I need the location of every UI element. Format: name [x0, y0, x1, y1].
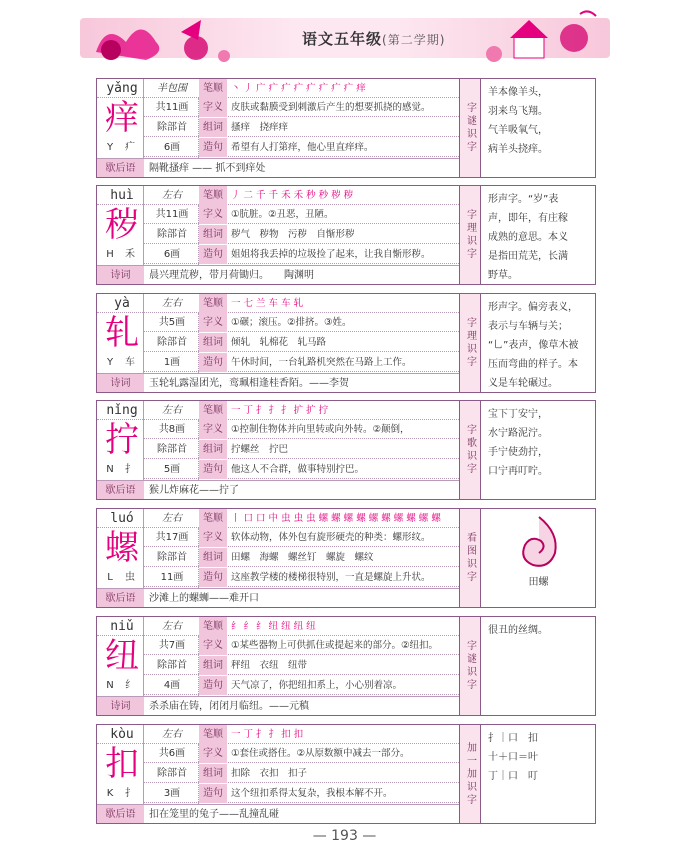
sentence-label: 造句 — [199, 245, 227, 264]
meaning: 皮肤或黏膜受到刺激后产生的想要抓挠的感觉。 — [231, 102, 431, 113]
sentence: 天气凉了，你把纽扣系上，小心别着凉。 — [231, 680, 403, 691]
words-row — [144, 764, 459, 783]
bottom-row — [97, 804, 459, 823]
page-title — [302, 28, 445, 49]
aside-line: “乚”表声，像草木被 — [488, 340, 579, 351]
radical-cell — [100, 138, 144, 157]
radical-letter: Y — [106, 357, 114, 368]
stroke-order: 一 七 兰 车 车 轧 — [231, 298, 304, 309]
radical-letter: N — [106, 464, 114, 475]
radical: 车 — [125, 357, 135, 368]
words: 秽气 秽物 污秽 自惭形秽 — [231, 229, 355, 240]
words-label: 组词 — [199, 333, 227, 352]
aside-line: 很丑的丝绸。 — [488, 625, 548, 636]
stroke-label: 笔顺 — [199, 186, 227, 205]
words: 倾轧 轧棉花 轧马路 — [231, 337, 327, 348]
bottom-text: 沙滩上的螺蛳——难开口 — [149, 593, 259, 604]
stroke-count: 共17画 — [155, 532, 189, 543]
aside-line: 声，即年，有庄稼 — [488, 213, 568, 224]
stroke-order: 丶 丿 广 疒 疒 疒 疒 疒 疒 疒 痒 — [231, 83, 366, 94]
radical: 扌 — [125, 464, 135, 475]
structure: 左右 — [162, 298, 182, 309]
structure: 左右 — [162, 405, 182, 416]
words: 搔痒 挠痒痒 — [231, 122, 289, 133]
sentence: 他这人不合群，做事特别拧巴。 — [231, 464, 365, 475]
stroke-count: 共5画 — [158, 317, 186, 328]
snail-shell-icon — [509, 513, 569, 573]
meaning-row — [144, 313, 459, 332]
character-entry — [96, 616, 596, 716]
meaning-label: 字义 — [199, 420, 227, 439]
aside-line: 宝下丁安宁， — [488, 409, 548, 420]
words-label: 组词 — [199, 764, 227, 783]
aside-line: 是指田荒芜，长满 — [488, 251, 568, 262]
aside-line: 羊本像羊头， — [488, 87, 548, 98]
structure: 左右 — [162, 513, 182, 524]
bottom-tag: 诗词 — [97, 697, 144, 715]
stroke-order: 丿 二 千 千 禾 禾 秒 秒 秽 秽 — [231, 190, 354, 201]
stroke-row — [97, 294, 459, 313]
main-character: 痒 — [105, 98, 139, 138]
aside-line: 气羊吸氧气， — [488, 125, 548, 136]
radical-cell — [100, 353, 144, 372]
bottom-row — [97, 158, 459, 177]
main-character: 轧 — [105, 313, 139, 353]
stroke-count: 共6画 — [158, 748, 186, 759]
aside-line: 表示与车辆与关； — [488, 321, 568, 332]
meaning-label: 字义 — [199, 528, 227, 547]
stroke-count: 共11画 — [155, 209, 189, 220]
learning-method: 字理识字 — [459, 294, 481, 392]
bottom-text: 晨兴理荒秽，带月荷锄归。 陶渊明 — [149, 270, 314, 281]
main-character: 秽 — [105, 205, 139, 245]
page-number: — 193 — — [312, 828, 377, 844]
words-label: 组词 — [199, 225, 227, 244]
bottom-tag: 诗词 — [97, 374, 144, 392]
bottom-row — [97, 373, 459, 392]
subtitle-text: (第二学期) — [382, 33, 446, 47]
meaning: ①碾；滚压。②排挤。③姓。 — [231, 317, 352, 328]
stroke-count: 共8画 — [158, 424, 186, 435]
main-character: 拧 — [105, 420, 139, 460]
sentence: 姐姐将我丢掉的垃圾捡了起来，让我自惭形秽。 — [231, 249, 431, 260]
structure: 左右 — [162, 621, 182, 632]
bottom-text: 扣在笼里的兔子——乱撞乱碰 — [149, 809, 279, 820]
bottom-tag: 歇后语 — [97, 805, 144, 823]
flower-decoration-icon — [86, 12, 236, 68]
learning-method: 字歌识字 — [459, 401, 481, 499]
radical-cell — [100, 676, 144, 695]
bottom-tag: 歇后语 — [97, 159, 144, 177]
meaning: 软体动物，体外包有旋形硬壳的种类：螺形纹。 — [231, 532, 431, 543]
bottom-text: 玉轮轧露湿团光，鸾珮相逢桂香陌。——李贺 — [149, 378, 349, 389]
meaning: ①控制住物体并向里转或向外转。②颠倒， — [231, 424, 410, 435]
sentence-row — [144, 676, 459, 695]
sentence: 希望有人打第痒，他心里直痒痒。 — [231, 142, 374, 153]
meaning-row — [144, 744, 459, 763]
remaining-strokes: 3画 — [163, 788, 181, 799]
bottom-row — [97, 588, 459, 607]
aside-line: 丁｜口 叮 — [488, 771, 538, 782]
words-row — [144, 225, 459, 244]
structure: 半包围 — [157, 83, 187, 94]
radical-letter: H — [106, 249, 114, 260]
aside-notes — [482, 294, 595, 397]
words: 田螺 海螺 螺丝钉 螺旋 螺纹 — [231, 552, 374, 563]
aside-line: 病羊头挠痒。 — [488, 144, 548, 155]
sentence-label: 造句 — [199, 460, 227, 479]
sentence: 这座教学楼的楼梯很特别，一直是螺旋上升状。 — [231, 572, 431, 583]
aside-notes — [482, 401, 595, 485]
sentence-row — [144, 568, 459, 587]
sentence-row — [144, 245, 459, 264]
radical-name: 除部首 — [157, 660, 187, 671]
stroke-order: 纟 纟 纟 纽 纽 纽 纽 — [231, 621, 316, 632]
remaining-strokes: 1画 — [163, 357, 181, 368]
sentence-label: 造句 — [199, 784, 227, 803]
stroke-label: 笔顺 — [199, 401, 227, 420]
bottom-row — [97, 265, 459, 284]
aside-line: 形声字。“岁”表 — [488, 194, 559, 205]
bottom-text: 隔靴搔痒 —— 抓不到痒处 — [149, 163, 266, 174]
stroke-count: 共7画 — [158, 640, 186, 651]
page-header — [80, 8, 610, 72]
radical: 扌 — [125, 788, 135, 799]
learning-method: 字谜识字 — [459, 617, 481, 715]
aside-line: 田螺 — [528, 577, 549, 588]
aside-line: 义是车轮碾过。 — [488, 378, 558, 389]
stroke-row — [97, 725, 459, 744]
meaning-label: 字义 — [199, 744, 227, 763]
radical-letter: K — [106, 788, 114, 799]
words: 拧螺丝 拧巴 — [231, 444, 289, 455]
radical-name: 除部首 — [157, 444, 187, 455]
sentence-label: 造句 — [199, 568, 227, 587]
bottom-text: 猴儿炸麻花——拧了 — [149, 485, 239, 496]
remaining-strokes: 6画 — [163, 142, 181, 153]
stroke-row — [97, 401, 459, 420]
aside-notes — [482, 725, 595, 790]
bottom-tag: 歇后语 — [97, 481, 144, 499]
words-row — [144, 548, 459, 567]
pinyin: nǐng — [106, 403, 138, 418]
aside-notes — [482, 79, 595, 163]
title-text: 语文五年级 — [302, 30, 383, 48]
meaning-label: 字义 — [199, 636, 227, 655]
stroke-order: 丨 口 口 中 虫 虫 虫 螺 螺 螺 螺 螺 螺 螺 螺 螺 螺 — [231, 513, 441, 524]
radical-name: 除部首 — [157, 337, 187, 348]
aside-line: 压而弯曲的样子。本 — [488, 359, 578, 370]
words: 扣除 衣扣 扣子 — [231, 768, 308, 779]
words-row — [144, 656, 459, 675]
words-row — [144, 440, 459, 459]
words-row — [144, 333, 459, 352]
aside-line: 成熟的意思。本义 — [488, 232, 568, 243]
radical-name: 除部首 — [157, 768, 187, 779]
radical: 虫 — [125, 572, 135, 583]
stroke-count: 共11画 — [155, 102, 189, 113]
radical: 纟 — [125, 680, 135, 691]
radical-name: 除部首 — [157, 552, 187, 563]
bottom-text: 杀杀庙在铸，闭闭月临纽。——元稹 — [149, 701, 309, 712]
character-entry — [96, 724, 596, 824]
aside-notes — [482, 186, 595, 289]
remaining-strokes: 4画 — [163, 680, 181, 691]
radical-cell — [100, 568, 144, 587]
main-character: 螺 — [105, 528, 139, 568]
aside-line: 形声字。偏旁表义， — [488, 302, 578, 313]
aside-notes — [482, 509, 595, 596]
stroke-order: 一 丁 扌 扌 扌 扩 扩 拧 — [231, 405, 329, 416]
aside-line: 手宁使劲拧， — [488, 447, 548, 458]
bottom-tag: 诗词 — [97, 266, 144, 284]
pinyin: yà — [114, 296, 130, 311]
meaning: ①某些器物上可供抓住或提起来的部分。②纽扣。 — [231, 640, 439, 651]
radical-letter: N — [106, 680, 114, 691]
words-label: 组词 — [199, 548, 227, 567]
radical-letter: L — [107, 572, 113, 583]
stroke-row — [97, 509, 459, 528]
sentence-label: 造句 — [199, 353, 227, 372]
sentence-row — [144, 460, 459, 479]
sentence: 这个纽扣系得太复杂，我根本解不开。 — [231, 788, 393, 799]
meaning-label: 字义 — [199, 205, 227, 224]
radical-letter: Y — [106, 142, 114, 153]
radical-name: 除部首 — [157, 122, 187, 133]
radical-cell — [100, 245, 144, 264]
remaining-strokes: 5画 — [163, 464, 181, 475]
pinyin: huì — [110, 188, 134, 203]
stroke-row — [97, 79, 459, 98]
bottom-row — [97, 480, 459, 499]
words-label: 组词 — [199, 656, 227, 675]
aside-line: 羽来鸟飞翔。 — [488, 106, 548, 117]
aside-line: 野草。 — [488, 270, 518, 281]
bottom-tag: 歇后语 — [97, 589, 144, 607]
remaining-strokes: 11画 — [160, 572, 184, 583]
sentence-label: 造句 — [199, 138, 227, 157]
meaning: ①套住或搭住。②从原数额中减去一部分。 — [231, 748, 410, 759]
learning-method: 加一加识字 — [459, 725, 481, 823]
meaning-label: 字义 — [199, 98, 227, 117]
pinyin: niǔ — [110, 619, 134, 634]
stroke-row — [97, 186, 459, 205]
meaning-label: 字义 — [199, 313, 227, 332]
radical: 禾 — [125, 249, 135, 260]
stroke-label: 笔顺 — [199, 294, 227, 313]
character-entry — [96, 400, 596, 500]
house-decoration-icon — [484, 8, 604, 68]
sentence-row — [144, 138, 459, 157]
character-entry — [96, 78, 596, 178]
sentence: 午休时间，一台轧路机突然在马路上工作。 — [231, 357, 412, 368]
radical: 疒 — [125, 142, 135, 153]
aside-notes — [482, 617, 595, 644]
radical-cell — [100, 460, 144, 479]
character-entry — [96, 293, 596, 393]
aside-line: 水宁路泥泞。 — [488, 428, 548, 439]
pinyin: kòu — [110, 727, 134, 742]
structure: 左右 — [162, 729, 182, 740]
words: 秤纽 衣纽 纽带 — [231, 660, 308, 671]
sentence-row — [144, 784, 459, 803]
meaning-row — [144, 205, 459, 224]
learning-method: 看图识字 — [459, 509, 481, 607]
words-label: 组词 — [199, 440, 227, 459]
pinyin: luó — [110, 511, 134, 526]
learning-method: 字谜识字 — [459, 79, 481, 177]
stroke-label: 笔顺 — [199, 617, 227, 636]
radical-name: 除部首 — [157, 229, 187, 240]
meaning-row — [144, 420, 459, 439]
words-label: 组词 — [199, 118, 227, 137]
main-character: 扣 — [105, 744, 139, 784]
main-character: 纽 — [105, 636, 139, 676]
aside-line: 十＋口＝叶 — [488, 752, 538, 763]
structure: 左右 — [162, 190, 182, 201]
meaning: ①肮脏。②丑恶，丑陋。 — [231, 209, 334, 220]
stroke-label: 笔顺 — [199, 725, 227, 744]
remaining-strokes: 6画 — [163, 249, 181, 260]
meaning-row — [144, 528, 459, 547]
stroke-order: 一 丁 扌 扌 扣 扣 — [231, 729, 304, 740]
radical-cell — [100, 784, 144, 803]
learning-method: 字理识字 — [459, 186, 481, 284]
meaning-row — [144, 98, 459, 117]
aside-line: 口宁再叮咛。 — [488, 466, 548, 477]
stroke-label: 笔顺 — [199, 509, 227, 528]
character-entry — [96, 508, 596, 608]
meaning-row — [144, 636, 459, 655]
pinyin: yǎng — [106, 81, 138, 96]
sentence-label: 造句 — [199, 676, 227, 695]
aside-line: 扌｜口 扣 — [488, 733, 538, 744]
words-row — [144, 118, 459, 137]
character-entry — [96, 185, 596, 285]
sentence-row — [144, 353, 459, 372]
stroke-label: 笔顺 — [199, 79, 227, 98]
bottom-row — [97, 696, 459, 715]
stroke-row — [97, 617, 459, 636]
